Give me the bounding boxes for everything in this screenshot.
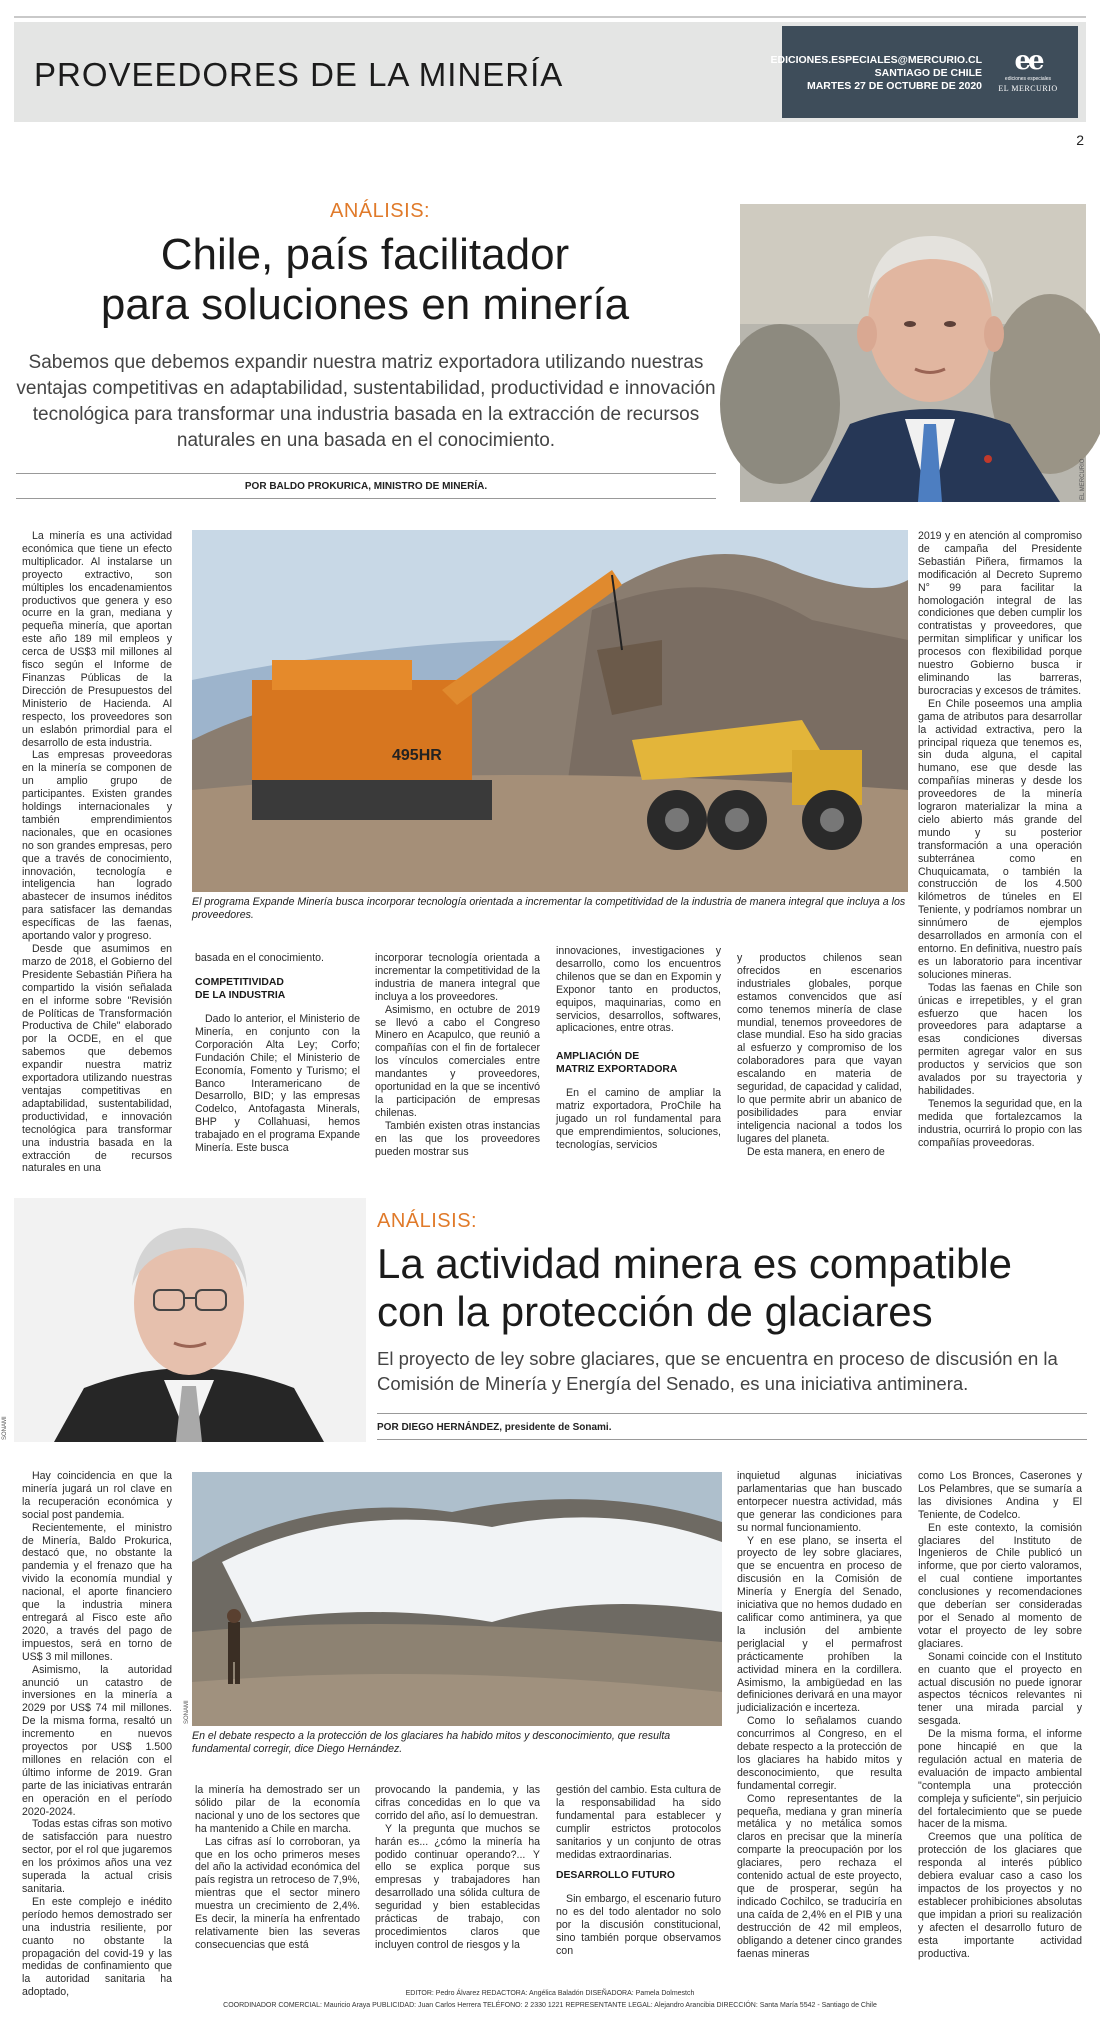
article1-column-2b — [195, 1013, 360, 1163]
paragraph: Asimismo, en octubre de 2019 se llevó a cabo el Congreso Minero en Acapulco, que reunió a compañías con el fin de fortalecer los vínculos comerciales entre mandantes y proveedores, oportunidad en la que se incentivó la participación de empresas chilenas. — [375, 1003, 540, 1119]
subhead-desarrollo-futuro: DESARROLLO FUTURO — [556, 1870, 675, 1881]
article2-byline-rule-bottom — [377, 1439, 1087, 1440]
paragraph: 2019 y en atención al compromiso de campaña del Presidente Sebastián Piñera, firmamos la modificación al Decreto Supremo N° 99 para facilitar la homologación integral de las condiciones que deben cumplir los contratistas y proveedores, que permitan simplificar y unificar los procesos con flexibilidad porque nuestro Gobierno busca ir eliminando las barreras, burocracias y excesos de trámites. — [918, 530, 1082, 697]
section-title: PROVEEDORES DE LA MINERÍA — [34, 56, 564, 93]
article1-column-2a — [195, 952, 360, 972]
paragraph: Y en ese plano, se inserta el proyecto de ley sobre glaciares, que se encuentra en proceso de discusión en la Comisión de Minería y Energía del Senado, iniciativa que no hemos dudado en calificar como antiminera, ya que la inclusión del ambiente periglacial y el permafrost prácticamente prohíben la actividad minera en la cordillera. Asimismo, la ambigüedad en las definiciones derivará en una mayor judicialización e incerteza. — [737, 1534, 902, 1715]
paragraph: gestión del cambio. Esta cultura de la responsabilidad ha sido fundamental para establecer y cumplir estrictos protocolos sanitarios y un conjunto de otras medidas extraordinarias. — [556, 1784, 721, 1861]
article2-column-6 — [918, 1470, 1082, 1960]
article2-kicker: ANÁLISIS: — [377, 1210, 478, 1232]
glacier-illustration — [192, 1472, 722, 1726]
article2-column-2 — [195, 1784, 360, 1960]
paragraph: basada en el conocimiento. — [195, 952, 324, 964]
paragraph: la minería ha demostrado ser un sólido pilar de la economía nacional y uno de los sectores que ha mantenido a Chile en marcha. — [195, 1784, 360, 1835]
portrait1-credit: EL MERCURIO — [1080, 458, 1086, 500]
section-header — [14, 22, 1086, 122]
paragraph: Asimismo, la autoridad anunció un catastro de inversiones en la minería a 2029 por US$ 74 mil millones. De la misma forma, resaltó un incremento en nuevos proyectos por US$ 1.500 millones en relación con el último informe de 2019. Gran parte de las iniciativas entrarán en operación en el período 2020-2024. — [22, 1663, 172, 1818]
paragraph: En este contexto, la comisión glaciares del Instituto de Ingenieros de Chile publicó un informe, que por cierto valoramos, el cual contiene importantes conclusiones y recomendaciones que deberían ser consideradas por el Senado al momento de votar el proyecto de ley sobre glaciares. — [918, 1521, 1082, 1650]
footer-credits-line1: EDITOR: Pedro Álvarez REDACTORA: Angélica Baladón DISEÑADORA: Pamela Dolmestch — [405, 1990, 695, 1997]
article1-column-4a — [556, 945, 721, 1045]
logo-subtitle: ediciones especiales — [1004, 76, 1052, 82]
publication-box — [770, 26, 1078, 118]
paragraph: inquietud algunas iniciativas parlamentarias que han buscado entorpecer nuestra actividad, más que generar las condiciones para su normal funcionamiento. — [737, 1470, 902, 1534]
paragraph: Hay coincidencia en que la minería jugará un rol clave en la recuperación económica y social post pandemia. — [22, 1470, 172, 1521]
mining-photo-caption: El programa Expande Minería busca incorporar tecnología orientada a incrementar la competitividad de la industria de manera integral que incluya a los proveedores. — [192, 896, 906, 921]
paragraph: Todas las faenas en Chile son únicas e irrepetibles, y el gran esfuerzo que hacen los proveedores para adaptarse a esas condiciones diversas permiten agregar valor en sus productos y servicios que son avalados por su trayectoria y habilidades. — [918, 981, 1082, 1097]
article2-column-3 — [375, 1784, 540, 1960]
article1-column-1 — [22, 530, 172, 1175]
portrait2-illustration — [14, 1198, 366, 1442]
paragraph: incorporar tecnología orientada a incrementar la competitividad de la industria de manera integral que incluya a los proveedores. — [375, 952, 540, 1003]
logo-mark: ee — [1014, 46, 1042, 76]
article1-headline — [20, 230, 710, 330]
paragraph: En este complejo e inédito período hemos demostrado ser una industria resiliente, por cuanto no obstante la propagación del covid-19 y las medidas de confinamiento que la autoridad sanitaria ha adoptado, — [22, 1895, 172, 1999]
article2-byline — [377, 1422, 1087, 1433]
article2-headline-line1: La actividad minera es compatible — [377, 1240, 1013, 1287]
issue-date: MARTES 27 DE OCTUBRE DE 2020 — [806, 80, 982, 92]
article2-column-4b — [556, 1893, 721, 1960]
article2-headline — [377, 1240, 1087, 1336]
paragraph: Como representantes de la pequeña, mediana y gran minería metálica y no metálica somos claros en precisar que la minería comparte la preocupación por los glaciares, pero rechaza el contenido actual de este proyecto, que de prosperar, según ha indicado Cochilco, se traduciría en una caída de 2,4% en el PIB y una destrucción de 42 mil empleos, obligando a detener cinco grandes faenas mineras — [737, 1792, 902, 1960]
subhead-ampliacion: AMPLIACIÓN DE MATRIZ EXPORTADORA — [556, 1051, 678, 1075]
shovel-label: 495HR — [392, 747, 442, 764]
paragraph: Sonami coincide con el Instituto en cuanto que el proyecto en actual discusión no puede ignorar aspectos técnicos relevantes ni tener una mirada parcial y sesgada. — [918, 1650, 1082, 1728]
paragraph: Dado lo anterior, el Ministerio de Minería, en conjunto con la Corporación Alta Ley; Corfo; Fundación Chile; el Ministerio de Economía, Fomento y Turismo; el Banco Interamericano de Desarrollo, BID; y las empresas Codelco, Antofagasta Minerals, BHP y Collahuasi, hemos trabajado en el programa Expande Minería. Este busca — [195, 1013, 360, 1155]
paragraph: Recientemente, el ministro de Minería, Baldo Prokurica, destacó que, no obstante la pandemia y el frenazo que ha vivido la economía mundial y nacional, el aporte financiero que la industria minera entregará al Fisco este año 2020, a través del pago de impuestos, será en torno de US$ 3 mil millones. — [22, 1521, 172, 1663]
paragraph: De la misma forma, el informe pone hincapié en que la regulación actual en materia de evaluación de impacto ambiental "contempla una protección compleja y suficiente", sin perjuicio del fortalecimiento que se puede hacer de la misma. — [918, 1728, 1082, 1831]
footer-credits-line2: COORDINADOR COMERCIAL: Mauricio Araya PUBLICIDAD: Juan Carlos Herrera TELÉFONO: 2 2330 1221 REPRESENTANTE LEGAL: Alejandro Arancibia DIRECCIÓN: Santa María 5542 - Santiago de Chile — [223, 2002, 877, 2009]
top-rule — [14, 16, 1086, 18]
article2-byline-rule-top — [377, 1413, 1087, 1414]
el-mercurio-logo — [996, 48, 1060, 93]
glacier-photo — [192, 1472, 722, 1726]
contact-email[interactable]: EDICIONES.ESPECIALES@MERCURIO.CL — [770, 54, 982, 66]
portrait-illustration — [740, 204, 1086, 502]
article2-deck: El proyecto de ley sobre glaciares, que se encuentra en proceso de discusión en la Comisión de Minería y Energía del Senado, es una iniciativa antiminera. — [377, 1348, 1058, 1394]
article1-byline-rule-top — [16, 473, 716, 474]
paragraph: Y la pregunta que muchos se harán es... ¿cómo la minería ha podido continuar operando?... Y ello se explica porque sus empresas y trabajadores han desarrollado una sólida cultura de seguridad y bien establecidas prácticas de trabajo, con procedimientos claros que incluyen control de riesgos y la — [375, 1822, 540, 1951]
article1-headline-line2: para soluciones en minería — [100, 280, 630, 329]
paragraph: De esta manera, en enero de — [747, 1145, 885, 1158]
article1-headline-line1: Chile, país facilitador — [160, 230, 570, 279]
article1-column-5 — [737, 952, 902, 1162]
paragraph: Todas estas cifras son motivo de satisfacción para nuestro sector, por el rol que jugaremos en los próximos años una vez superada la actual crisis sanitaria. — [22, 1818, 172, 1895]
article1-byline-rule-bottom — [16, 498, 716, 499]
glacier-photo-credit: SONAMI — [184, 1700, 190, 1724]
article2-headline-line2: con la protección de glaciares — [377, 1288, 933, 1335]
article2-column-5 — [737, 1470, 902, 1960]
article2-column-4a — [556, 1784, 721, 1861]
paragraph: y productos chilenos sean ofrecidos en escenarios industriales globales, porque estamos convencidos que así como tenemos minería de clase mundial, tenemos proveedores de clase mundial. Eso ha sido gracias al esfuerzo y compromiso de los colaboradores para que vayan escalando en materia de seguridad, de capacidad y calidad, lo que permite abrir un abanico de posibilidades para enviar inteligencia nacional a todos los lugares del planeta. — [737, 952, 902, 1145]
article1-deck: Sabemos que debemos expandir nuestra matriz exportadora utilizando nuestras ventajas competitivas en adaptabilidad, sustentabilidad, productividad e innovación tecnológica para transformar una industria basada en la extracción de recursos naturales en una basada en el conocimiento. — [16, 352, 716, 451]
article1-byline: POR BALDO PROKURICA, MINISTRO DE MINERÍA. — [244, 481, 488, 492]
paragraph: Como lo señalamos cuando concurrimos al Congreso, en el debate respecto a la protección de los glaciares ha habido mitos y desconocimiento, que resulta fundamental corregir. — [737, 1715, 902, 1792]
paragraph: En el camino de ampliar la matriz exportadora, ProChile ha jugado un rol fundamental para que emprendimientos, soluciones, tecnologías, servicios — [556, 1087, 721, 1151]
paragraph: La minería es una actividad económica que tiene un efecto multiplicador. Al instalarse un proyecto extractivo, son múltiples los encadenamientos productivos que genera y eso ocurre en la gran, mediana y pequeña minería, que aportan este año 189 mil empleos y cerca de US$3 mil millones al fisco según el Informe de Finanzas Públicas de la Dirección de Presupuestos del Ministerio de Hacienda. Al respecto, los proveedores son un eslabón primordial para el desarrollo de esta industria. — [22, 530, 172, 749]
paragraph: provocando la pandemia, y las cifras concedidas en lo que va corrido del año, así lo demuestran. — [375, 1784, 540, 1822]
article2-column-1 — [22, 1470, 172, 1999]
mining-equipment-photo — [192, 530, 908, 892]
subhead-competitividad: COMPETITIVIDAD DE LA INDUSTRIA — [195, 977, 286, 1001]
city: SANTIAGO DE CHILE — [874, 67, 982, 79]
paragraph: También existen otras instancias en las que los proveedores pueden mostrar sus — [375, 1119, 540, 1158]
paragraph: Las empresas proveedoras en la minería se componen de un amplio grupo de participantes. Existen grandes holdings internacionales y también emprendimientos nacionales, que en ocasiones no son grandes empresas, pero que a través de conocimiento, innovación, tecnología e inteligencia han logrado abastecer de insumos inéditos para satisfacer las demandas específicas de las faenas, aportando valor y progreso. — [22, 749, 172, 943]
paragraph: Creemos que una política de protección de los glaciares que responda al interés público debiera evaluar caso a caso los impactos de los proyectos y no establecer prohibiciones absolutas que impidan a priori su realización y afecten el desarrollo futuro de esta importante actividad productiva. — [918, 1831, 1082, 1960]
paragraph: innovaciones, investigaciones y desarrollo, como los encuentros chilenos que se dan en Expomin y Exponor tanto en productos, equipos, maquinarias, como en servicios, desarrollos, softwares, aplicaciones, entre otras. — [556, 945, 721, 1035]
portrait-diego-hernandez — [14, 1198, 366, 1442]
glacier-photo-caption: En el debate respecto a la protección de los glaciares ha habido mitos y desconocimiento, que resulta fundamental corregir, dice Diego Hernández. — [192, 1730, 671, 1755]
article2-byline-name: POR DIEGO HERNÁNDEZ, — [377, 1422, 503, 1433]
article1-kicker: ANÁLISIS: — [330, 200, 431, 222]
paragraph: Las cifras así lo corroboran, ya que en los ocho primeros meses del año la actividad económica del país registra un retroceso de 7,9%, mientras que el sector minero muestra un crecimiento de 2,4%. Es decir, la minería ha enfrentado relativamente bien las severas consecuencias que está — [195, 1835, 360, 1951]
mining-illustration — [192, 530, 908, 892]
paragraph: Desde que asumimos en marzo de 2018, el Gobierno del Presidente Sebastián Piñera ha compartido la visión señalada en el informe sobre "Revisión de Políticas de Transformación Productiva de Chile" elaborado por la OCDE, en el que sabemos que debemos expandir nuestra matriz exportadora utilizando nuestras ventajas competitivas en adaptabilidad, sustentabilidad, productividad, e innovación tecnológica para transformar una industria basada en la extracción de recursos naturales en una — [22, 943, 172, 1175]
article1-column-3 — [375, 952, 540, 1162]
paragraph: como Los Bronces, Caserones y Los Pelambres, que se sumaría a las divisiones Andina y El Teniente, de Codelco. — [918, 1470, 1082, 1521]
paragraph: Sin embargo, el escenario futuro no es del todo alentador no solo por la discusión constitucional, sino también porque observamos con — [556, 1893, 721, 1957]
portrait2-credit: SONAMI — [2, 1416, 8, 1440]
publication-info — [770, 54, 982, 93]
portrait-baldo-prokurica — [740, 204, 1086, 502]
article1-column-6 — [918, 530, 1082, 1162]
logo-name: EL MERCURIO — [998, 84, 1058, 93]
article1-column-4b — [556, 1087, 721, 1163]
page-number: 2 — [1076, 132, 1084, 148]
article2-byline-role: presidente de Sonami. — [502, 1422, 612, 1433]
paragraph: Tenemos la seguridad que, en la medida que fortalezcamos la industria, ocurrirá lo propio con las compañías proveedoras. — [918, 1097, 1082, 1149]
paragraph: En Chile poseemos una amplia gama de atributos para desarrollar la actividad extractiva, pero la principal riqueza que tenemos es, sin duda alguna, el capital humano, ese que desde las compañías mineras y desde los proveedores de la minería lograron materializar la mina a cielo abierto más grande del mundo y su posterior transformación a una operación subterránea como en Chuquicamata, o también la construcción de los 4.500 kilómetros de túneles en El Teniente, y podríamos nombrar un sinnúmero de ejemplos desarrollados en armonía con el entorno. En definitiva, nuestro país es un laboratorio para incentivar soluciones mineras. — [918, 697, 1082, 981]
